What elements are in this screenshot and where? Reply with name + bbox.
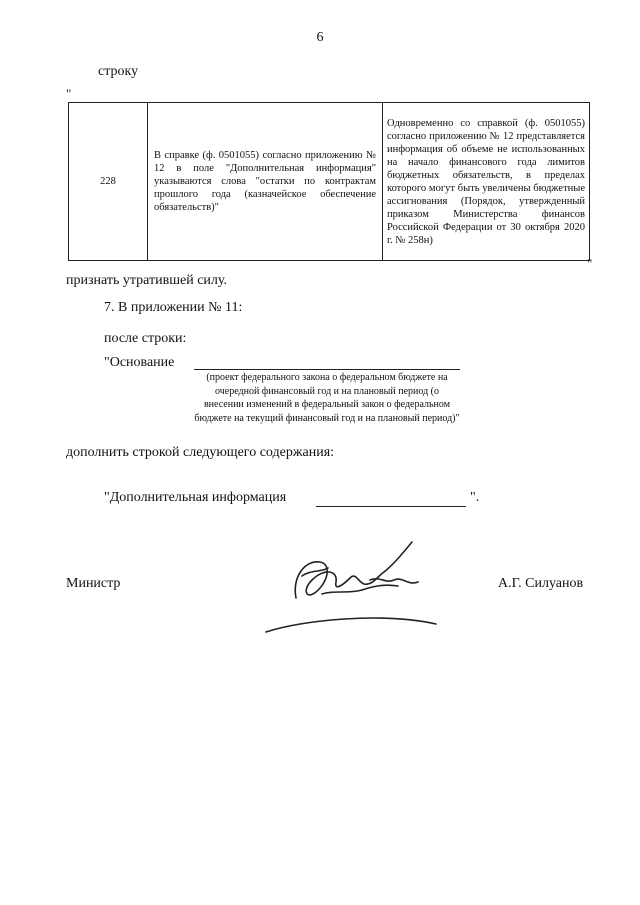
osnovanie-label: "Основание: [104, 355, 175, 370]
additional-note-cell: Одновременно со справкой (ф. 0501055) согласно приложению № 12 представляется информация об объеме не использованных на начало финансового года лимитов бюджетных обязательств, в пределах которого могут быть увеличены бюджетные ассигнования (Порядок, утвержденный приказом Министерства финансов Российской Федерации от 30 октября 2020 г. № 258н): [383, 103, 590, 261]
instruction-cell: В справке (ф. 0501055) согласно приложению № 12 в поле "Дополнительная информация" указываются слова "остатки по контрактам прошлого года (казначейское обеспечение обязательств)": [148, 103, 383, 261]
minister-title: Министр: [66, 576, 121, 591]
row-number-cell: 228: [69, 103, 148, 261]
row-table: [68, 102, 590, 261]
closing-quote: ": [587, 256, 593, 271]
after-row-text: после строки:: [104, 331, 187, 346]
lost-force-text: признать утратившей силу.: [66, 273, 227, 288]
handwritten-signature: [262, 536, 442, 636]
minister-name: А.Г. Силуанов: [498, 576, 584, 591]
item-7-heading: 7. В приложении № 11:: [104, 300, 243, 315]
additional-info-label: "Дополнительная информация: [104, 490, 287, 505]
page-number: 6: [316, 30, 324, 45]
table-row: [69, 103, 590, 261]
osnovanie-blank-line: [194, 369, 460, 370]
phrase-stroku: строку: [98, 64, 139, 79]
opening-quote: ": [66, 86, 72, 101]
project-note: (проект федерального закона о федеральном бюджете на очередной финансовый год и на плановый период (о внесении изменений в федеральный закон о федеральном бюджете на текущий финансовый год и на плановый период)": [194, 372, 460, 424]
additional-info-end: ".: [470, 490, 480, 505]
supplement-text: дополнить строкой следующего содержания:: [66, 445, 335, 460]
additional-info-blank-line: [316, 506, 466, 507]
